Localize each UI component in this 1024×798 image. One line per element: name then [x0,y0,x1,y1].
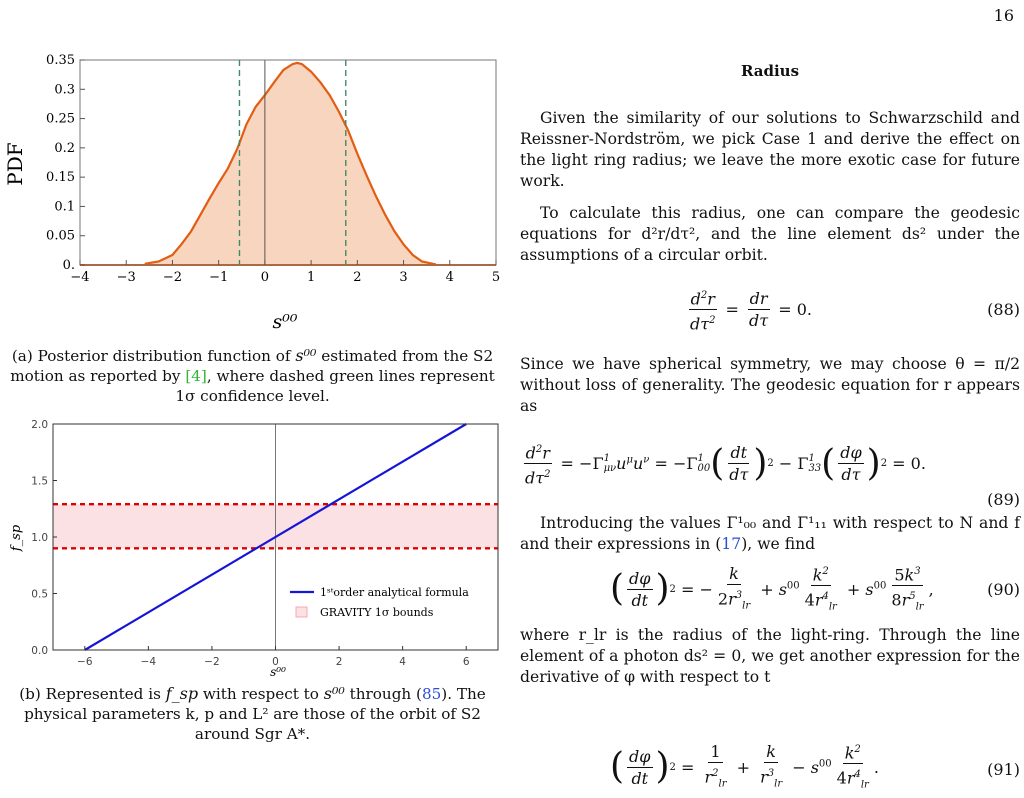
section-title: Radius [740,62,800,80]
eq-number-90: (90) [987,580,1020,599]
pdf-chart [0,52,505,337]
y-tick-label: 0. [62,258,75,273]
x-tick-label: 1 [306,270,316,285]
eq-number-89: (89) [987,490,1020,509]
x-tick-label: 0 [260,270,270,285]
legend-band-swatch [296,607,307,617]
caption-a: (a) Posterior distribution function of s⁰⁰ estimated from the S2 motion as reported by [4], where dashed green lines represent 1σ confidence level. [10,346,495,405]
y-tick-label: 0.05 [46,228,75,244]
y-tick-label: 0.25 [46,111,75,127]
x-tick-label: 2 [353,270,362,285]
paragraph-2: To calculate this radius, one can compare the geodesic equations for d²r/dτ², and the line element ds² under the assumptions of a circular orbit. [520,204,1020,264]
equation-90: ( $\frac{d\varphi}{dt}$ ) 2 = − $\frac{k}{2r^3_{lr}}$ + $s^{00}$ $\frac{k^2}{4r^4_{lr}}$ + $s^{00}$ $\frac{5k^3}{8r^5_{lr}}$ , [610,563,934,613]
x-tick-label: −6 [77,656,93,668]
x-tick-label: 5 [491,270,501,285]
paragraph-5: where r_lr is the radius of the light-ring. Through the line element of a photon ds² = 0, we get another expression for the derivative of φ with respect to t [520,626,1020,686]
legend-label-gravity: GRAVITY 1σ bounds [320,606,434,619]
y-tick-label: 0.35 [46,53,75,68]
y-tick-label: 0.1 [54,199,75,215]
y-tick-label: 1.0 [31,532,48,544]
x-axis-label: s⁰⁰ [270,665,286,679]
x-tick-label: 2 [335,656,343,668]
y-tick-label: 0.3 [54,82,75,98]
x-tick-label: −3 [116,270,136,285]
x-tick-label: 4 [445,270,454,285]
y-axis-label: f_sp [9,524,24,552]
paragraph-1: Given the similarity of our solutions to Schwarzschild and Reissner-Nordström, we pick Case 1 and derive the effect on the light ring radius; we leave the more exotic case for future work. [520,109,1020,190]
y-tick-label: 2.0 [31,419,48,431]
x-tick-label: 6 [462,656,470,668]
equation-88: $\frac{d^2r}{d\tau^2}$ = $\frac{dr}{d\tau}$ = 0. [685,286,812,334]
text-column [520,0,1020,798]
paragraph-3: Since we have spherical symmetry, we may choose θ = π/2 without loss of generality. The geodesic equation for r appears as [520,355,1020,415]
y-tick-label: 0.15 [46,170,75,186]
paragraph-4: Introducing the values Γ¹₀₀ and Γ¹₁₁ with respect to N and f and their expressions in (17), we find [520,514,1020,553]
y-tick-label: 0.2 [54,140,75,156]
x-tick-label: −2 [162,270,183,285]
equation-89: $\frac{d^2r}{d\tau^2}$ = −Γ 1 μν $u^\mu u^\nu$ = −Γ 1 00 ( $\frac{dt}{d\tau}$ ) 2 − Γ 1 33 ( $\frac{d\varphi}{d\tau}$ ) 2 = 0. [520,440,926,488]
page-number: 16 [993,6,1014,25]
y-tick-label: 0.5 [31,588,48,601]
x-tick-label: −1 [209,270,229,285]
x-axis-label: s⁰⁰ [272,311,298,333]
legend-label-formula: 1ˢᵗorder analytical formula [320,586,469,599]
eq-number-91: (91) [987,760,1020,779]
fsp-chart [0,414,505,680]
eq-number-88: (88) [987,300,1020,319]
x-tick-label: −2 [204,656,220,668]
x-tick-label: 3 [399,270,408,285]
equation-91: ( $\frac{d\varphi}{dt}$ ) 2 = $\frac{1}{r^2_{lr}}$ + $\frac{k}{r^3_{lr}}$ − $s^{00}$ $\frac{k^2}{4r^4_{lr}}$ . [610,741,879,791]
y-axis-label: PDF [3,142,27,186]
y-tick-label: 0.0 [31,645,48,657]
figure-column [0,0,505,798]
y-tick-label: 1.5 [31,475,48,488]
caption-b: (b) Represented is f_sp with respect to s⁰⁰ through (85). The physical parameters k, p and L² are those of the orbit of S2 around Sgr A*. [19,684,486,743]
x-tick-label: −4 [70,270,90,285]
x-tick-label: 0 [272,656,279,668]
x-tick-label: 4 [399,656,406,668]
x-tick-label: −4 [140,656,157,668]
